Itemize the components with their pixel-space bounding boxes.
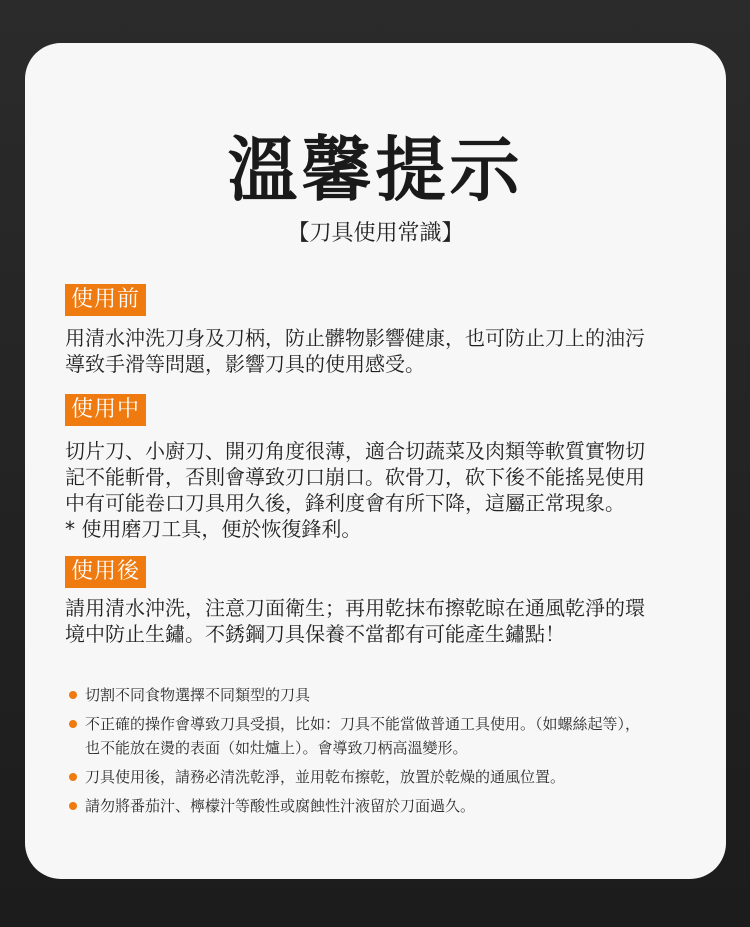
bullet-dot-icon	[69, 720, 77, 728]
text-line: 境中防止生鏽。不銹鋼刀具保養不當都有可能產生鏽點！	[65, 622, 565, 646]
list-item	[69, 794, 709, 818]
section-badge-after-use: 使用後	[65, 556, 146, 588]
notes-list	[69, 683, 709, 823]
section-text-after-use	[65, 595, 705, 647]
text-line: * 使用磨刀工具，便於恢復鋒利。	[65, 517, 362, 541]
list-item-text: 請勿將番茄汁、檸檬汁等酸性或腐蝕性汁液留於刀面過久。	[85, 797, 476, 815]
list-item	[69, 712, 709, 760]
text-line: 中有可能卷口刀具用久後，鋒利度會有所下降，這屬正常現象。	[65, 491, 625, 515]
page-title: 溫馨提示	[227, 129, 524, 211]
bullet-dot-icon	[69, 773, 77, 781]
text-line: 請用清水沖洗，注意刀面衛生；再用乾抹布擦乾晾在通風乾淨的環	[65, 596, 645, 620]
text-line: 記不能斬骨，否則會導致刃口崩口。砍骨刀，砍下後不能搖晃使用	[65, 465, 645, 489]
text-line: 切片刀、小廚刀、開刃角度很薄，適合切蔬菜及肉類等軟質實物切	[65, 439, 645, 463]
list-item-text: 切割不同食物選擇不同類型的刀具	[85, 686, 311, 704]
section-badge-during-use: 使用中	[65, 394, 146, 426]
section-text-before-use	[65, 325, 705, 377]
section-badge-before-use: 使用前	[65, 284, 146, 316]
page-subtitle: 【刀具使用常識】	[287, 221, 464, 246]
list-item	[69, 683, 709, 707]
section-text-during-use	[65, 438, 705, 542]
text-line: 導致手滑等問題，影響刀具的使用感受。	[65, 352, 425, 376]
text-line: 用清水沖洗刀身及刀柄，防止髒物影響健康，也可防止刀上的油污	[65, 326, 645, 350]
bullet-dot-icon	[69, 691, 77, 699]
list-item-text: 刀具使用後，請務必清洗乾淨，並用乾布擦乾，放置於乾燥的通風位置。	[85, 768, 566, 786]
tips-card	[25, 43, 726, 879]
bullet-dot-icon	[69, 802, 77, 810]
list-item	[69, 765, 709, 789]
list-item-text: 不正確的操作會導致刀具受損，比如：刀具不能當做普通工具使用。（如螺絲起等），	[85, 715, 641, 733]
list-item-text: 也不能放在燙的表面（如灶爐上）。會導致刀柄高溫變形。	[85, 739, 468, 757]
